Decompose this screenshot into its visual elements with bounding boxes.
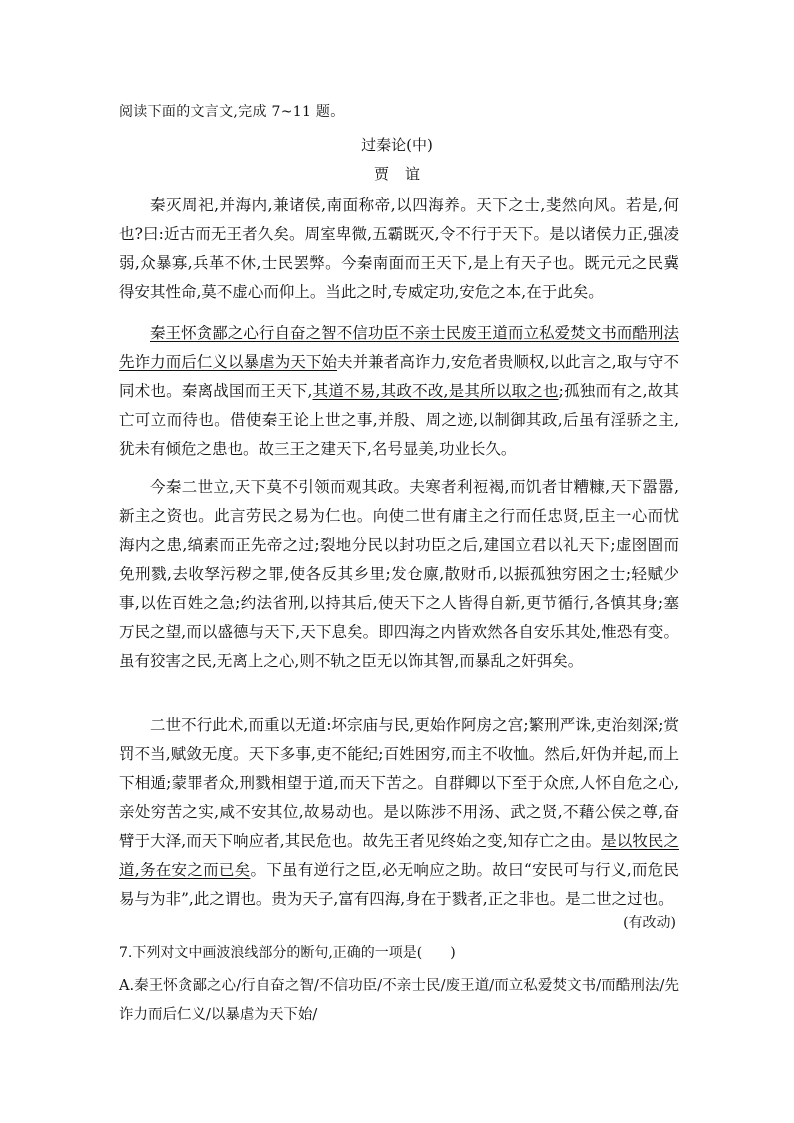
paragraph-4-text-b: 。下虽有逆行之臣,必无响应之助。故曰“安民可与行义,而危民易与为非”,此之谓也。贵为天子,富有四海,身在于戮者,正之非也。是二世之过也。 [119,861,679,908]
source-note: (有改动) [623,915,676,931]
essay-title: 过秦论(中) [361,136,433,154]
underlined-sentence-1: 其道不易,其政不改,是其所以取之也 [312,382,559,400]
question-7-stem: 7.下列对文中画波浪线部分的断句,正确的一项是( ) [119,945,456,961]
paragraph-2-text-b: ;孤独而有之,故其亡可立而待也。借使秦王论上世之事,并殷、周之迹,以制御其政,后虽有淫骄之主,犹未有倾危之患也。故三王之建天下,名号显美,功业长久。 [119,382,680,458]
paragraph-4-text-a: 二世不行此术,而重以无道:坏宗庙与民,更始作阿房之宫;繁刑严诛,吏治刻深;赏罚不当,赋敛无度。天下多事,吏不能纪;百姓困穷,而主不收恤。然后,奸伪并起,而上下相遁;蒙罪者众,刑戮相望于道,而天下苦之。自群卿以下至于众庶,人怀自危之心,亲处穷苦之实,咸不安其位,故易动也。是以陈涉不用汤、武之贤,不藉公侯之尊,奋臂于大泽,而天下响应者,其民危也。故先王者见终始之变,知存亡之由。 [119,716,679,850]
wavy-underlined-passage: 秦王怀贪鄙之心行自奋之智不信功臣不亲士民废王道而立私爱焚文书而酷刑法先诈力而后仁义以暴虐为天下始 [119,324,679,371]
paragraph-4 [119,711,679,914]
question-7-option-a: A.秦王怀贪鄙之心/行自奋之智/不信功臣/不亲士民/废王道/而立私爱焚文书/而酷刑法/先诈力而后仁义/以暴虐为天下始/ [119,978,679,1023]
underlined-sentence-2: 是以牧民之道,务在安之而已矣 [119,832,679,879]
paragraph-3: 今秦二世立,天下莫不引领而观其政。夫寒者利裋褐,而饥者甘糟糠,天下嚣嚣,新主之资也。此言劳民之易为仁也。向使二世有庸主之行而任忠贤,臣主一心而忧海内之患,缟素而正先帝之过;裂地分民以封功臣之后,建国立君以礼天下;虚囹圄而免刑戮,去收孥污秽之罪,使各反其乡里;发仓廪,散财币,以振孤独穷困之士;轻赋少事,以佐百姓之急;约法省刑,以持其后,使天下之人皆得自新,更节循行,各慎其身;塞万民之望,而以盛德与天下,天下息矣。即四海之内皆欢然各自安乐其处,惟恐有变。虽有狡害之民,无离上之心,则不轨之臣无以饰其智,而暴乱之奸弭矣。 [119,478,679,670]
instruction-text: 阅读下面的文言文,完成 7~11 题。 [119,104,345,120]
essay-author: 贾谊 [373,165,436,183]
paragraph-1: 秦灭周祀,并海内,兼诸侯,南面称帝,以四海养。天下之士,斐然向风。若是,何也?曰:近古而无王者久矣。周室卑微,五霸既灭,令不行于天下。是以诸侯力正,强凌弱,众暴寡,兵革不休,士民罢弊。今秦南面而王天下,是上有天子也。既元元之民冀得安其性命,莫不虚心而仰上。当此之时,专威定功,安危之本,在于此矣。 [119,196,679,301]
paragraph-2-text-a: 夫并兼者高诈力,安危者贵顺权,以此言之,取与守不同术也。秦离战国而王天下, [119,353,679,400]
paragraph-2 [119,319,679,464]
